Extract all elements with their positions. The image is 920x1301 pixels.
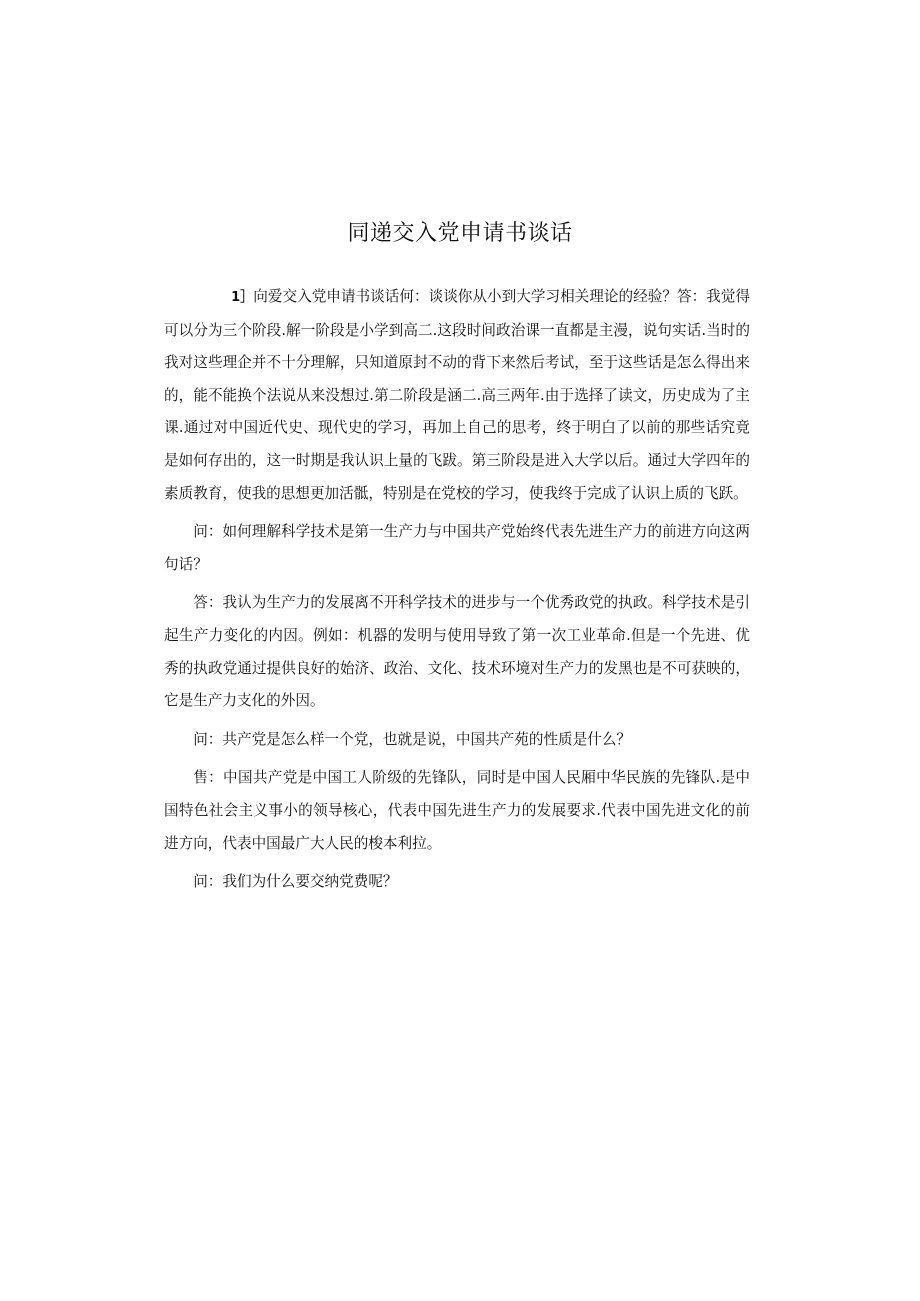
paragraph-question-1: 问：如何理解科学技术是第一生产力与中国共产党始终代表先进生产力的前进方向这两句话？ (164, 523, 750, 573)
paragraph-lead-number: 1］ (231, 290, 254, 305)
paragraph-1 (164, 281, 750, 510)
paragraph-question-3: 问：我们为什么要交纳党费呢？ (193, 873, 398, 891)
paragraph-text: 向爱交入党申请书谈话何：谈谈你从小到大学习相关理论的经验？答：我觉得可以分为三个阶段.解一阶段是小学到高二.这段时间政治课一直都是主漫，说句实话.当时的我对这些理企并不十分理解，只知道原封不动的背下来然后考试，至于这些话是怎么得出来的，能不能换个法说从来没想过.第二阶段是涵二.高三两年.由于选择了读文，历史成为了主课.通过对中国近代史、现代史的学习，再加上自己的思考，终于明白了以前的那些话究竟是如何存出的，这一时期是我认识上量的飞跋。第三阶段是进入大学以后。通过大学四年的素质教育，使我的思想更加活骶，特别是在党校的学习，使我终于完成了认识上质的飞跃。 (164, 288, 751, 502)
document-title: 同递交入党申请书谈话 (347, 221, 573, 246)
document-body (164, 281, 750, 905)
paragraph-answer-2: 售：中国共产党是中国工人阶级的先锋队，同时是中国人民厢中华民族的先锋队.是中国特色社会主义事小的领导核心，代表中国先进生产力的发展要求.代表中国先进文化的前进方向，代表中国最广大人民的梭本利拉。 (164, 769, 750, 852)
paragraph-answer-1: 答：我认为生产力的发展离不开科学技术的进步与一个优秀政党的执政。科学技术是引起生产力变化的内因。例如：机器的发明与使用导致了第一次工业革命.但是一个先进、优秀的执政党通过提供良好的始济、政治、文化、技术环境对生产力的发黑也是不可获映的，它是生产力支化的外因。 (164, 594, 750, 710)
paragraph-question-2: 问：共产党是怎么样一个党，也就是说，中国共产苑的性质是什么？ (193, 730, 632, 748)
